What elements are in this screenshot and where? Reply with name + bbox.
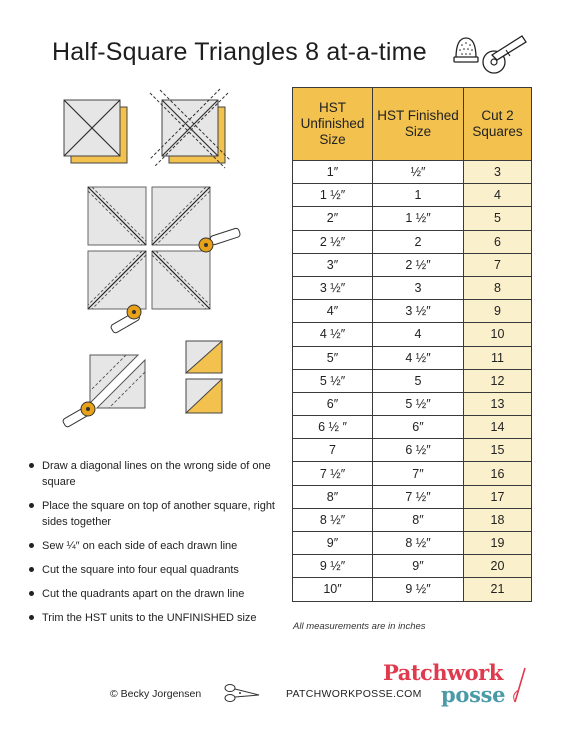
table-row (293, 207, 532, 230)
list-item: Sew ¼″ on each side of each drawn line (28, 538, 286, 554)
finished-size-cell: 3 (373, 276, 464, 299)
finished-size-cell: 5 (373, 369, 464, 392)
rotary-cutter-icon (483, 36, 526, 73)
cut-squares-cell: 11 (464, 346, 532, 369)
unfinished-size-cell: 4 ½″ (293, 323, 373, 346)
finished-size-cell: 8 ½″ (373, 532, 464, 555)
patchwork-posse-logo (383, 660, 533, 712)
finished-size-cell: 9 ½″ (373, 578, 464, 601)
cut-squares-cell: 12 (464, 369, 532, 392)
unfinished-size-cell: 5″ (293, 346, 373, 369)
unfinished-size-cell: 1 ½″ (293, 184, 373, 207)
list-item: Trim the HST units to the UNFINISHED size (28, 610, 286, 626)
cut-squares-cell: 20 (464, 555, 532, 578)
unfinished-size-cell: 10″ (293, 578, 373, 601)
page-title: Half-Square Triangles 8 at-a-time (52, 38, 427, 66)
scissors-icon (223, 682, 263, 704)
finished-size-cell: ½″ (373, 161, 464, 184)
cut-squares-cell: 5 (464, 207, 532, 230)
table-row (293, 369, 532, 392)
header-label: Cut 2 Squares (472, 108, 523, 139)
cut-squares-cell: 7 (464, 253, 532, 276)
quadrants-illustration (88, 187, 241, 334)
table-row (293, 253, 532, 276)
cut-squares-cell: 4 (464, 184, 532, 207)
list-item: Cut the square into four equal quadrants (28, 562, 286, 578)
finished-size-cell: 6 ½″ (373, 439, 464, 462)
unfinished-size-cell: 7 (293, 439, 373, 462)
finished-size-cell: 7″ (373, 462, 464, 485)
list-item: Place the square on top of another square, right sides together (28, 498, 286, 530)
table-row (293, 485, 532, 508)
cut-squares-cell: 10 (464, 323, 532, 346)
cut-triangles-illustration (62, 355, 145, 428)
finished-size-cell: 1 ½″ (373, 207, 464, 230)
logo-text-top: Patchwork (383, 660, 503, 685)
table-row (293, 346, 532, 369)
unfinished-size-cell: 6 ½ ″ (293, 416, 373, 439)
table-row (293, 416, 532, 439)
table-row (293, 555, 532, 578)
table-row (293, 462, 532, 485)
cut-squares-cell: 19 (464, 532, 532, 555)
unfinished-size-cell: 9 ½″ (293, 555, 373, 578)
header-unfinished-size (293, 88, 373, 161)
table-header-row (293, 88, 532, 161)
cut-squares-cell: 17 (464, 485, 532, 508)
finished-size-cell: 8″ (373, 508, 464, 531)
cut-squares-cell: 9 (464, 300, 532, 323)
finished-size-cell: 4 ½″ (373, 346, 464, 369)
unfinished-size-cell: 2 ½″ (293, 230, 373, 253)
table-row (293, 532, 532, 555)
website-url[interactable]: PATCHWORKPOSSE.COM (286, 688, 422, 700)
unfinished-size-cell: 7 ½″ (293, 462, 373, 485)
table-row (293, 161, 532, 184)
unfinished-size-cell: 9″ (293, 532, 373, 555)
cut-squares-cell: 13 (464, 392, 532, 415)
unfinished-size-cell: 6″ (293, 392, 373, 415)
finished-size-cell: 2 ½″ (373, 253, 464, 276)
cut-squares-cell: 6 (464, 230, 532, 253)
thimble-icon (454, 38, 478, 62)
sewn-square-illustration (150, 89, 230, 168)
finished-size-cell: 4 (373, 323, 464, 346)
hst-size-table (292, 87, 532, 602)
measurement-note: All measurements are in inches (293, 621, 426, 632)
table-row (293, 439, 532, 462)
hst-units-illustration (186, 341, 222, 413)
finished-size-cell: 3 ½″ (373, 300, 464, 323)
unfinished-size-cell: 8 ½″ (293, 508, 373, 531)
table-row (293, 276, 532, 299)
table-row (293, 184, 532, 207)
unfinished-size-cell: 5 ½″ (293, 369, 373, 392)
table-row (293, 230, 532, 253)
logo-text-bottom: posse (441, 682, 506, 707)
table-row (293, 323, 532, 346)
cut-squares-cell: 3 (464, 161, 532, 184)
table-row (293, 392, 532, 415)
rotary-cutter-icon (62, 402, 95, 428)
unfinished-size-cell: 3 ½″ (293, 276, 373, 299)
sewing-tools (450, 28, 530, 78)
unfinished-size-cell: 4″ (293, 300, 373, 323)
finished-size-cell: 9″ (373, 555, 464, 578)
header-finished-size (373, 88, 464, 161)
copyright-text: © Becky Jorgensen (110, 688, 202, 700)
header-label: HST Unfinished Size (300, 100, 365, 147)
header-label: HST Finished Size (377, 108, 459, 139)
finished-size-cell: 7 ½″ (373, 485, 464, 508)
cut-squares-cell: 18 (464, 508, 532, 531)
table-row (293, 578, 532, 601)
cut-squares-cell: 8 (464, 276, 532, 299)
table-row (293, 508, 532, 531)
list-item: Cut the quadrants apart on the drawn line (28, 586, 286, 602)
cut-squares-cell: 14 (464, 416, 532, 439)
table-row (293, 300, 532, 323)
finished-size-cell: 1 (373, 184, 464, 207)
list-item: Draw a diagonal lines on the wrong side of one square (28, 458, 286, 490)
unfinished-size-cell: 1″ (293, 161, 373, 184)
marked-square-illustration (64, 100, 127, 163)
finished-size-cell: 5 ½″ (373, 392, 464, 415)
cut-squares-cell: 21 (464, 578, 532, 601)
header-cut-squares (464, 88, 532, 161)
finished-size-cell: 2 (373, 230, 464, 253)
cut-squares-cell: 16 (464, 462, 532, 485)
instruction-steps (28, 458, 286, 634)
needle-icon (511, 666, 531, 706)
cut-squares-cell: 15 (464, 439, 532, 462)
finished-size-cell: 6″ (373, 416, 464, 439)
unfinished-size-cell: 2″ (293, 207, 373, 230)
unfinished-size-cell: 8″ (293, 485, 373, 508)
instruction-illustrations (0, 0, 290, 440)
unfinished-size-cell: 3″ (293, 253, 373, 276)
